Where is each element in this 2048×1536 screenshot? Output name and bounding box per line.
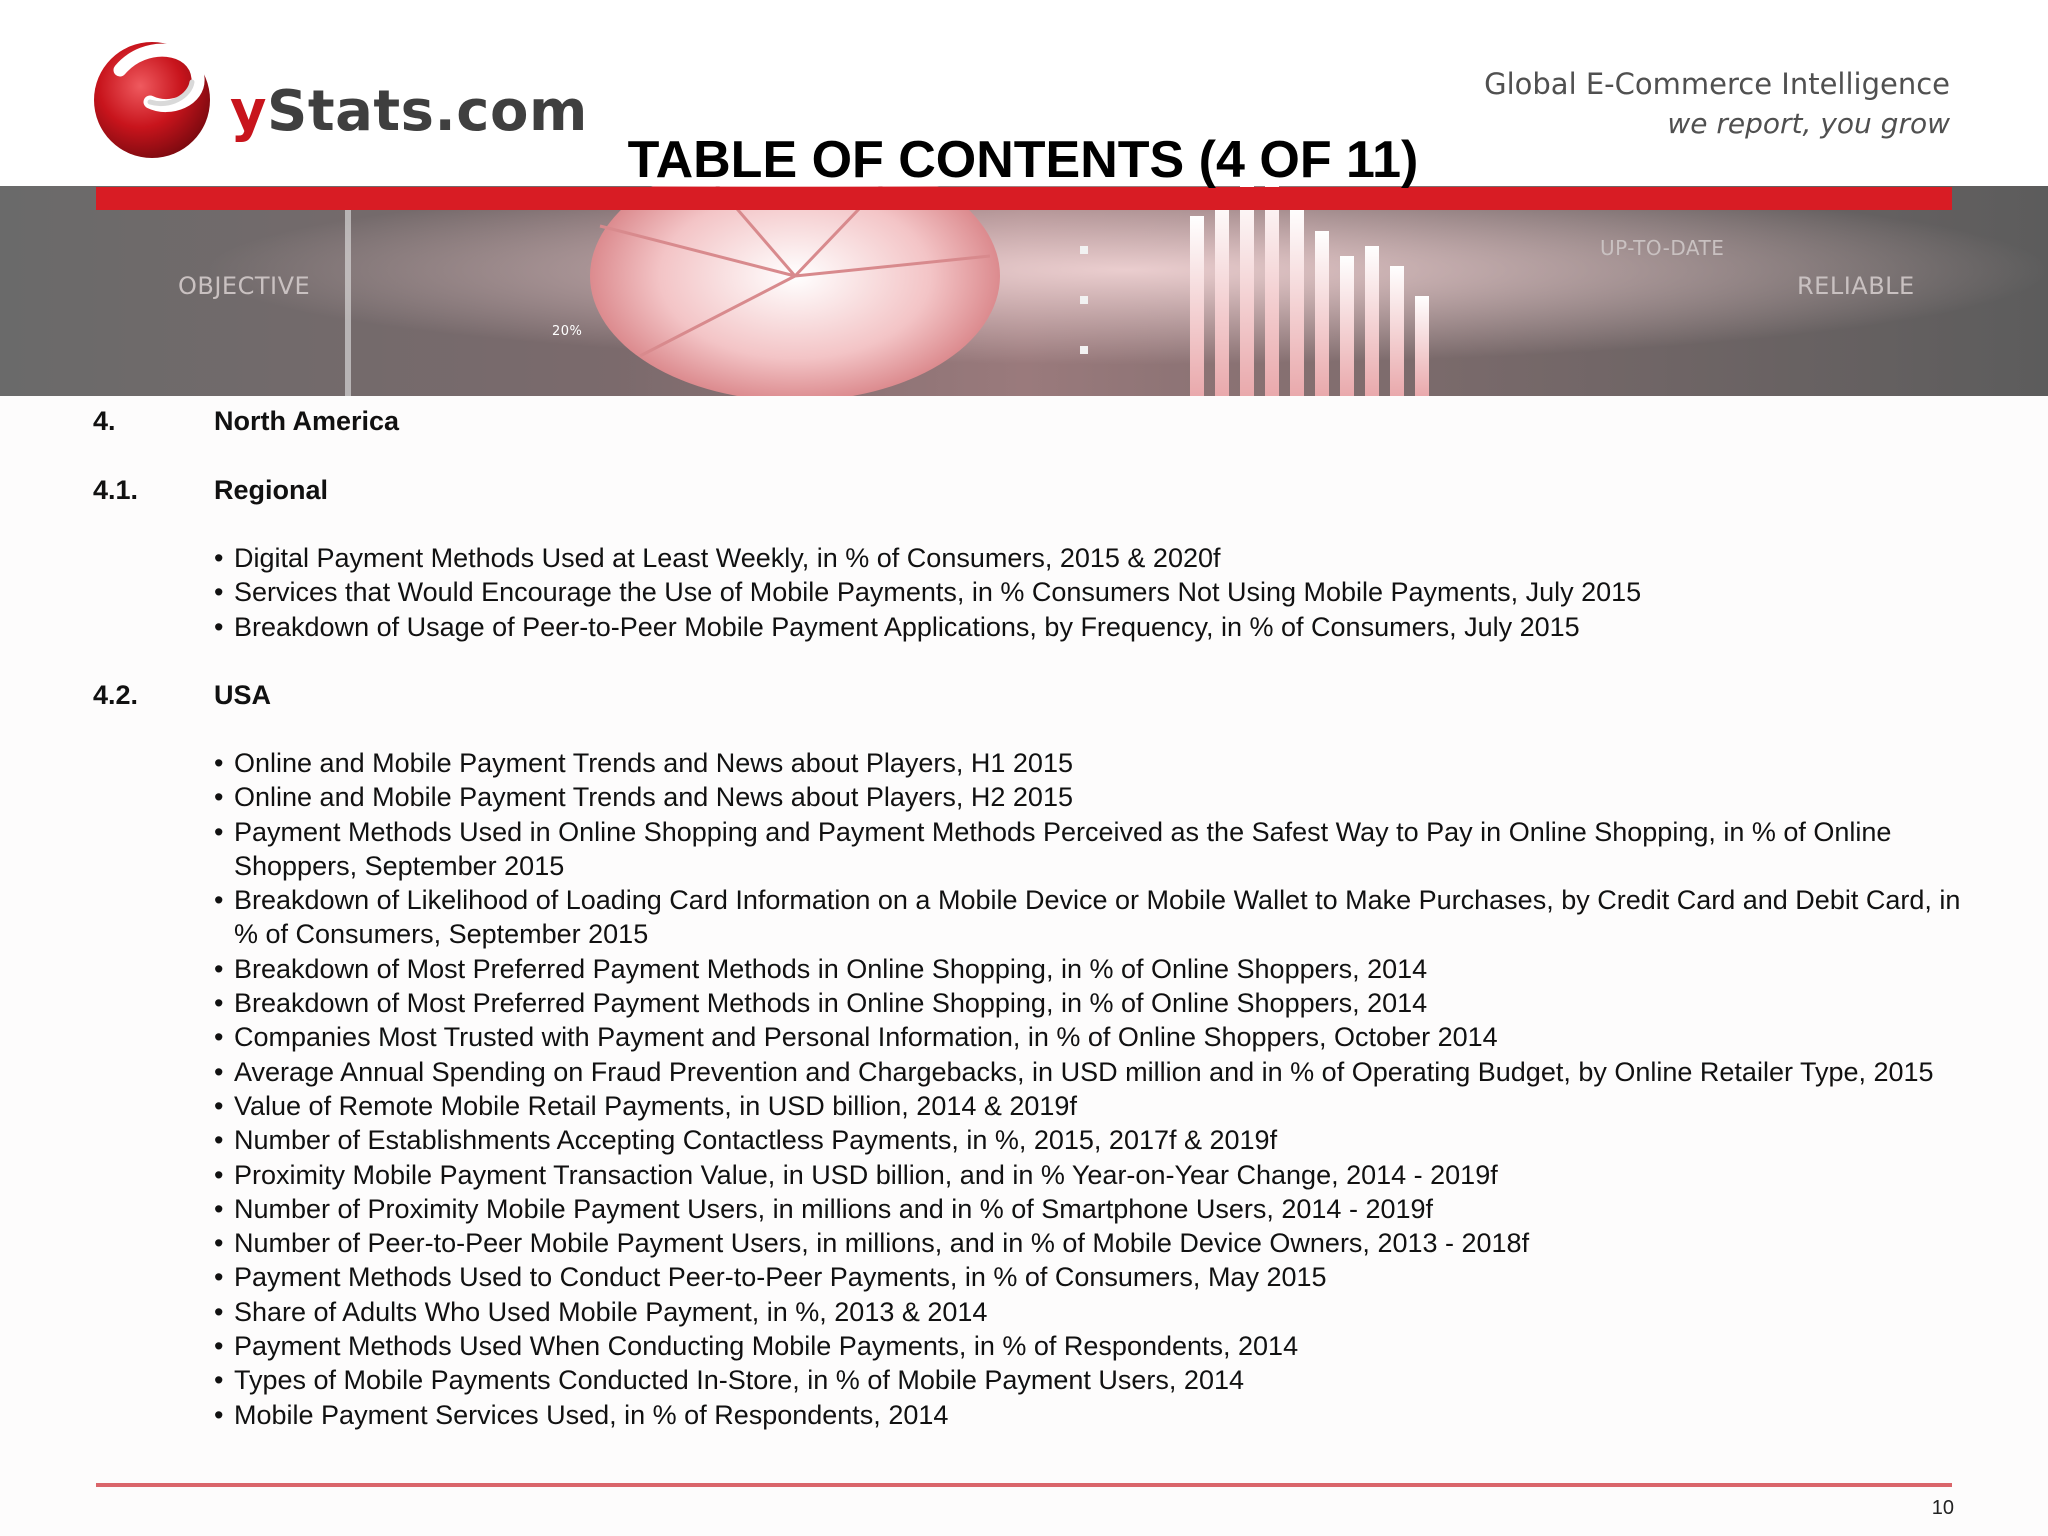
list-item[interactable] [214,1295,1984,1329]
list-item-text: Breakdown of Usage of Peer-to-Peer Mobile Payment Applications, by Frequency, in % of Consumers, July 2015 [234,611,1580,642]
section-number: 4.1. [93,475,139,505]
list-item-text: Share of Adults Who Used Mobile Payment, in %, 2013 & 2014 [234,1296,988,1327]
list-item-text: Breakdown of Most Preferred Payment Methods in Online Shopping, in % of Online Shoppers, 2014 [234,953,1428,984]
list-item-text: Number of Proximity Mobile Payment Users, in millions and in % of Smartphone Users, 2014 - 2019f [234,1193,1434,1224]
list-item[interactable] [214,780,1984,814]
bullet: • [214,611,224,642]
bullet: • [214,988,224,1019]
bullet: • [214,1228,224,1259]
list-item-text: Value of Remote Mobile Retail Payments, in USD billion, 2014 & 2019f [234,1090,1077,1121]
bullet: • [214,1331,224,1362]
list-item-text: Number of Peer-to-Peer Mobile Payment Users, in millions, and in % of Mobile Device Owners, 2013 - 2018f [234,1228,1530,1259]
list-item[interactable] [214,1398,1984,1432]
bullet: • [214,953,224,984]
list-item[interactable] [214,1363,1984,1397]
footer-rule [96,1483,1952,1487]
bullet: • [214,885,224,916]
list-item-text: Digital Payment Methods Used at Least Weekly, in % of Consumers, 2015 & 2020f [234,543,1221,573]
bullet: • [214,1296,224,1327]
list-item[interactable] [214,952,1984,986]
list-item-text: Average Annual Spending on Fraud Prevention and Chargebacks, in USD million and in % of Operating Budget, by Online Retailer Type, 2015 [234,1056,1934,1087]
list-item-text: Payment Methods Used to Conduct Peer-to-Peer Payments, in % of Consumers, May 2015 [234,1262,1327,1293]
page-title: TABLE OF CONTENTS (4 OF 11) [627,131,1419,189]
section-number: 4.2. [93,680,139,710]
page-number: 10 [1931,1497,1954,1519]
list-item-text: Companies Most Trusted with Payment and Personal Information, in % of Online Shoppers, October 2014 [234,1022,1498,1053]
list-item[interactable] [214,1123,1984,1157]
list-item[interactable] [214,610,1984,644]
bullet: • [214,748,224,778]
section-number: 4. [93,406,116,436]
list-item[interactable] [214,883,1984,952]
list-item[interactable] [214,986,1984,1020]
bullet: • [214,1262,224,1293]
list-item-text: Breakdown of Likelihood of Loading Card Information on a Mobile Device or Mobile Wallet to Make Purchases, by Credit Card and Debit Card, in % of Consumers, September 2015 [234,885,1961,950]
list-item[interactable] [214,1329,1984,1363]
list-item[interactable] [214,575,1984,609]
bullet: • [214,782,224,813]
header-banner-image [0,186,2048,396]
logo-wordmark: yStats.com [230,79,588,144]
bullet: • [214,1056,224,1087]
list-item-text: Types of Mobile Payments Conducted In-Store, in % of Mobile Payment Users, 2014 [234,1365,1244,1396]
bullet: • [214,816,224,847]
list-item[interactable] [214,815,1984,884]
list-item[interactable] [214,1226,1984,1260]
section-title: North America [214,406,400,436]
list-item[interactable] [214,541,1984,575]
list-item[interactable] [214,1055,1984,1089]
bullet: • [214,1125,224,1156]
list-item-text: Online and Mobile Payment Trends and News about Players, H1 2015 [234,748,1073,778]
bullet: • [214,1090,224,1121]
bullet: • [214,543,224,573]
bullet: • [214,1193,224,1224]
section-title: Regional [214,475,329,505]
section-title: USA [214,680,272,710]
list-item[interactable] [214,1260,1984,1294]
bullet: • [214,1399,224,1430]
list-item[interactable] [214,1020,1984,1054]
list-item[interactable] [214,1158,1984,1192]
list-item-text: Proximity Mobile Payment Transaction Value, in USD billion, and in % Year-on-Year Change, 2014 - 2019f [234,1159,1498,1190]
list-item[interactable] [214,1089,1984,1123]
usa-item-list [214,746,1984,1432]
banner-word-reliable: RELIABLE [1797,272,1915,300]
tagline-line1: Global E-Commerce Intelligence [1484,67,1950,101]
list-item-text: Payment Methods Used When Conducting Mobile Payments, in % of Respondents, 2014 [234,1331,1299,1362]
bullet: • [214,1159,224,1190]
banner-word-up-to-date: UP-TO-DATE [1600,236,1725,260]
list-item-text: Payment Methods Used in Online Shopping and Payment Methods Perceived as the Safest Way to Pay in Online Shopping, in % of Online Shoppers, September 2015 [234,816,1892,881]
regional-item-list [214,541,1984,644]
list-item-text: Services that Would Encourage the Use of Mobile Payments, in % Consumers Not Using Mobile Payments, July 2015 [234,577,1642,608]
list-item-text: Online and Mobile Payment Trends and News about Players, H2 2015 [234,782,1073,813]
banner-chart-label: 20% [552,324,583,339]
banner-word-objective: OBJECTIVE [178,272,311,300]
list-item-text: Mobile Payment Services Used, in % of Respondents, 2014 [234,1399,949,1430]
list-item-text: Number of Establishments Accepting Contactless Payments, in %, 2015, 2017f & 2019f [234,1125,1278,1156]
tagline-line2: we report, you grow [1667,107,1950,140]
bullet: • [214,1022,224,1053]
list-item[interactable] [214,746,1984,780]
bullet: • [214,577,224,608]
bullet: • [214,1365,224,1396]
list-item[interactable] [214,1192,1984,1226]
list-item-text: Breakdown of Most Preferred Payment Methods in Online Shopping, in % of Online Shoppers, 2014 [234,988,1428,1019]
